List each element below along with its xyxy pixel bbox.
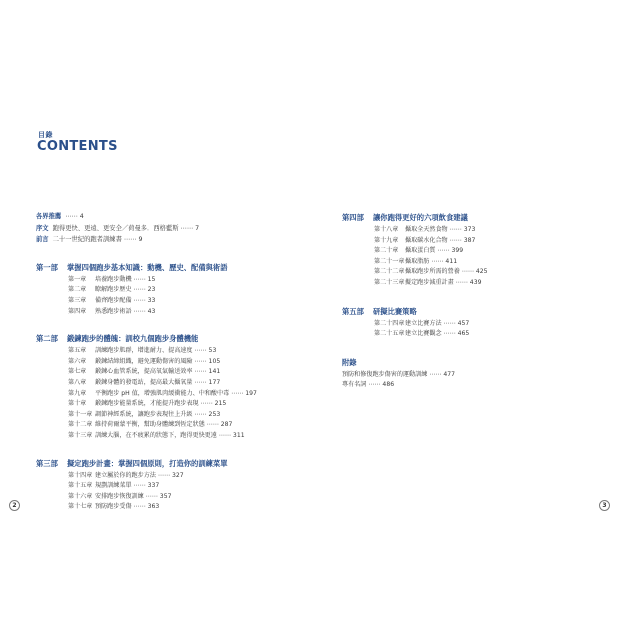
chapter-title: 攝取蛋白質 ⋯⋯ 399 (405, 247, 464, 255)
appendix-heading: 附錄 (342, 357, 357, 367)
chapter-number: 第十八章 (374, 226, 399, 233)
contents-heading: CONTENTS (37, 139, 118, 154)
toc-label: 目錄 (38, 131, 53, 139)
appendix-entry: 預防和修復跑步傷害的運動訓練 ⋯⋯ 477 (342, 370, 456, 378)
front-matter-row (36, 223, 306, 235)
chapter-entry (36, 471, 306, 482)
chapter-title: 預防跑步受傷 ⋯⋯ 363 (95, 503, 160, 511)
part-number: 第四部 (342, 213, 364, 222)
toc-part (36, 332, 306, 441)
chapter-entry (36, 378, 306, 389)
chapter-entry (342, 236, 582, 247)
chapter-title: 建立比賽方法 ⋯⋯ 457 (405, 319, 470, 327)
chapter-entry (36, 357, 306, 368)
chapter-entry (36, 410, 306, 421)
page-number-right: 3 (599, 500, 610, 511)
part-title: 掌握四個跑步基本知識：動機、歷史、配備與術語 (67, 262, 228, 272)
part-title: 讓你跑得更好的六項飲食建議 (373, 213, 468, 222)
chapter-entry (36, 502, 306, 513)
chapter-number: 第八章 (68, 378, 87, 386)
chapter-number: 第四章 (68, 307, 87, 315)
appendix-section (342, 356, 582, 391)
chapter-title: 鍛鍊心血管系統，提高氧氣輸送效率 ⋯⋯ 141 (95, 368, 221, 376)
chapter-number: 第二十三章 (374, 278, 405, 286)
chapter-number: 第二十二章 (374, 268, 405, 276)
front-label: 序文 (36, 224, 49, 232)
chapter-entry (342, 329, 582, 340)
chapter-number: 第二十五章 (374, 330, 405, 338)
part-title: 擬定跑步計畫：掌握四個原則，打造你的訓練菜單 (67, 458, 228, 468)
part-title: 研擬比賽策略 (373, 306, 417, 316)
toc-right-column (342, 211, 582, 391)
chapter-entry (36, 367, 306, 378)
chapter-number: 第十章 (68, 400, 87, 408)
chapter-title: 攝取跑步所需的營養 ⋯⋯ 425 (405, 268, 488, 276)
chapter-entry (36, 346, 306, 357)
chapter-number: 第二十章 (374, 247, 399, 255)
part-heading (36, 332, 306, 346)
chapter-number: 第十一章 (68, 410, 93, 418)
chapter-entry (342, 319, 582, 330)
front-label: 各界推薦 (36, 213, 62, 220)
appendix-entry: 專有名詞 ⋯⋯ 486 (342, 381, 395, 389)
toc-part (342, 305, 582, 340)
chapter-title: 訓練大腦，在不疲累的狀態下，跑得更快更遠 ⋯⋯ 311 (95, 431, 245, 439)
chapter-title: 擬定跑步減重計畫 ⋯⋯ 439 (405, 278, 482, 286)
front-label: 前言 (36, 236, 49, 244)
chapter-title: 瞭解跑步歷史 ⋯⋯ 23 (95, 286, 156, 294)
chapter-title: 建立比賽觀念 ⋯⋯ 465 (405, 330, 470, 338)
chapter-title: 建立屬於你的跑步方法 ⋯⋯ 327 (95, 471, 184, 479)
part-number: 第五部 (342, 306, 364, 316)
chapter-entry (36, 481, 306, 492)
toc-part (36, 261, 306, 317)
chapter-number: 第十二章 (68, 421, 93, 429)
chapter-entry (342, 225, 582, 236)
chapter-title: 訓練跑步肌群，增進耐力、提高速度 ⋯⋯ 53 (95, 347, 217, 355)
chapter-title: 攝取脂肪 ⋯⋯ 411 (405, 257, 458, 265)
chapter-title: 維持荷爾蒙平衡，幫助身體練到恆定狀態 ⋯⋯ 287 (95, 421, 233, 429)
chapter-title: 攝取碳水化合物 ⋯⋯ 387 (405, 236, 476, 244)
chapter-number: 第三章 (68, 296, 87, 304)
part-number: 第三部 (36, 458, 58, 468)
chapter-number: 第十五章 (68, 482, 93, 490)
chapter-title: 攝取全天然食物 ⋯⋯ 373 (405, 226, 476, 233)
chapter-number: 第二十四章 (374, 319, 405, 327)
chapter-number: 第十九章 (374, 236, 399, 244)
part-heading (36, 261, 306, 275)
chapter-number: 第七章 (68, 368, 87, 376)
chapter-number: 第一章 (68, 275, 87, 283)
front-text: 二十一世紀的跑者訓練書 ⋯⋯ 9 (52, 236, 143, 244)
front-text: 跑得更快、更遠、更安全／荷曼多．西格藍斯 ⋯⋯ 7 (52, 224, 200, 232)
chapter-title: 培養跑步動機 ⋯⋯ 15 (95, 275, 156, 283)
part-heading (36, 457, 306, 471)
toc-left-column (36, 211, 306, 513)
chapter-number: 第六章 (68, 357, 87, 365)
chapter-title: 規劃訓練菜單 ⋯⋯ 337 (95, 482, 160, 490)
part-heading (342, 305, 582, 319)
chapter-entry (36, 275, 306, 286)
chapter-number: 第九章 (68, 389, 87, 397)
part-title: 鍛鍊跑步的體魄：訓校九個跑步身體機能 (67, 334, 199, 344)
chapter-entry (36, 389, 306, 400)
chapter-entry (342, 257, 582, 268)
toc-part (36, 457, 306, 513)
chapter-entry (36, 431, 306, 442)
part-heading (342, 211, 582, 225)
chapter-title: 熟悉跑步術語 ⋯⋯ 43 (95, 307, 156, 315)
page-number-left: 2 (9, 500, 20, 511)
chapter-title: 鍛鍊身體的發電站，提高最大攝氧量 ⋯⋯ 177 (95, 378, 221, 386)
chapter-number: 第十三章 (68, 431, 93, 439)
part-number: 第一部 (36, 262, 58, 272)
chapter-entry (36, 307, 306, 318)
chapter-number: 第二章 (68, 286, 87, 294)
chapter-entry (36, 420, 306, 431)
toc-part (342, 211, 582, 289)
chapter-title: 鍛鍊結締組織，避免運動傷害的風險 ⋯⋯ 105 (95, 357, 221, 365)
chapter-entry (342, 278, 582, 289)
front-matter-row (36, 234, 306, 246)
chapter-entry (36, 296, 306, 307)
chapter-entry (36, 492, 306, 503)
chapter-entry (36, 285, 306, 296)
chapter-number: 第二十一章 (374, 257, 405, 265)
chapter-title: 平衡跑步 pH 值，增強肌肉緩衝能力、中和酸中毒 ⋯⋯ 197 (95, 389, 257, 397)
front-text: ⋯⋯ 4 (65, 213, 84, 220)
front-matter-row (36, 211, 306, 223)
chapter-entry (36, 399, 306, 410)
part-number: 第二部 (36, 334, 58, 344)
chapter-entry (342, 267, 582, 278)
chapter-entry (342, 246, 582, 257)
chapter-title: 安排跑步恢復訓練 ⋯⋯ 357 (95, 492, 172, 500)
chapter-number: 第五章 (68, 347, 87, 355)
chapter-number: 第十六章 (68, 492, 93, 500)
chapter-title: 調節神經系統，讓跑步表現往上升級 ⋯⋯ 253 (95, 410, 221, 418)
chapter-title: 備齊跑步配備 ⋯⋯ 33 (95, 296, 156, 304)
chapter-number: 第十七章 (68, 503, 93, 511)
chapter-title: 鍛鍊跑步能量系統，才能提升跑步表現 ⋯⋯ 215 (95, 400, 227, 408)
chapter-number: 第十四章 (68, 471, 93, 479)
